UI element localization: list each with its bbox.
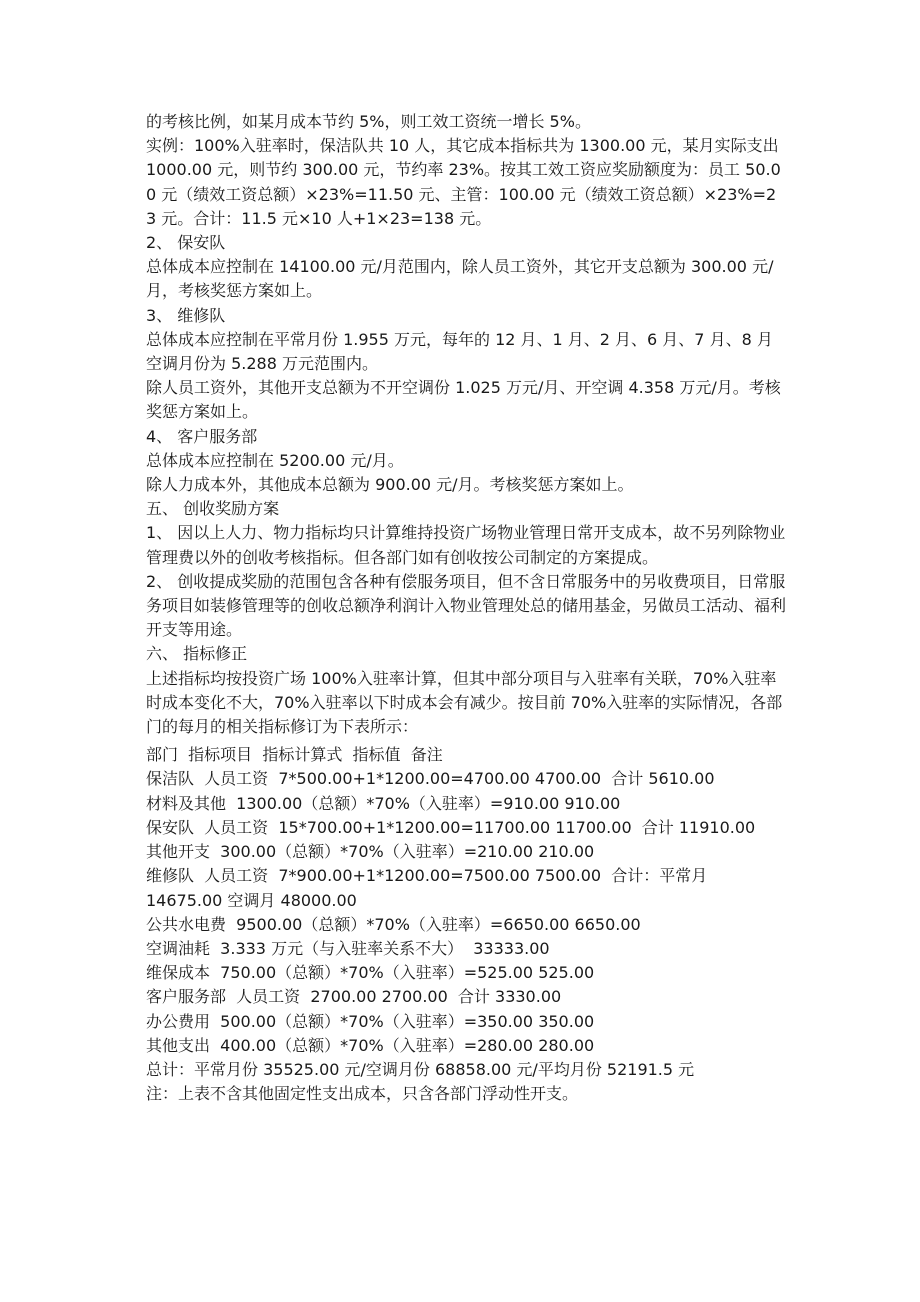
paragraph-correction: 上述指标均按投资广场 100%入驻率计算，但其中部分项目与入驻率有关联，70%入驻率时成本变化不大，70%入驻率以下时成本会有减少。按目前 70%入驻率的实际情况，各部门的每月的相关指标修订为下表所示： [146, 668, 783, 737]
paragraph-customer-other: 除人力成本外，其他成本总额为 900.00 元/月。考核奖惩方案如上。 [146, 475, 634, 495]
paragraph-revenue-2: 2、 创收提成奖励的范围包含各种有偿服务项目，但不含日常服务中的另收费项目，日常服务项目如装修管理等的创收总额净利润计入物业管理处总的储用基金，另做员工活动、福利开支等用途。 [146, 571, 787, 640]
document-body [146, 110, 786, 1106]
table-row: 14675.00 空调月 48000.00 [146, 890, 357, 910]
table-row: 保洁队 人员工资 7*500.00+1*1200.00=4700.00 4700.00 合计 5610.00 [146, 769, 715, 789]
paragraph-maintenance-cost: 总体成本应控制在平常月份 1.955 万元，每年的 12 月、1 月、2 月、6 月、7 月、8 月空调月份为 5.288 万元范围内。 [146, 329, 773, 374]
table-row: 材料及其他 1300.00（总额）*70%（入驻率）=910.00 910.00 [146, 793, 621, 813]
table-total-row: 总计：平常月份 35525.00 元/空调月份 68858.00 元/平均月份 52191.5 元 [146, 1059, 695, 1079]
index-table [146, 743, 786, 1106]
paragraph-revenue-1: 1、 因以上人力、物力指标均只计算维持投资广场物业管理日常开支成本，故不另列除物业管理费以外的创收考核指标。但各部门如有创收按公司制定的方案提成。 [146, 523, 786, 567]
heading-index-correction: 六、 指标修正 [146, 644, 248, 664]
table-row: 其他开支 300.00（总额）*70%（入驻率）=210.00 210.00 [146, 842, 595, 862]
heading-revenue-bonus: 五、 创收奖励方案 [146, 499, 280, 519]
table-row: 客户服务部 人员工资 2700.00 2700.00 合计 3330.00 [146, 987, 562, 1007]
table-header-row: 部门 指标项目 指标计算式 指标值 备注 [146, 745, 443, 765]
table-note: 注：上表不含其他固定性支出成本，只含各部门浮动性开支。 [146, 1084, 579, 1104]
heading-customer-service: 4、 客户服务部 [146, 426, 258, 446]
table-row: 保安队 人员工资 15*700.00+1*1200.00=11700.00 11700.00 合计 11910.00 [146, 817, 756, 837]
paragraph-customer-cost: 总体成本应控制在 5200.00 元/月。 [146, 450, 404, 470]
heading-maintenance-team: 3、 维修队 [146, 305, 226, 325]
table-row: 其他支出 400.00（总额）*70%（入驻率）=280.00 280.00 [146, 1035, 595, 1055]
heading-security-team: 2、 保安队 [146, 233, 226, 253]
paragraph-example: 实例：100%入驻率时，保洁队共 10 人，其它成本指标共为 1300.00 元，某月实际支出 1000.00 元，则节约 300.00 元，节约率 23%。按其工效工资应奖励额度为：员工 50.00 元（绩效工资总额）×23%=11.50 元、主管：100.00 元（绩效工资总额）×23%=23 元。合计：11.5 元×10 人+1×23=138 元。 [146, 136, 781, 228]
paragraph-security-cost: 总体成本应控制在 14100.00 元/月范围内，除人员工资外，其它开支总额为 300.00 元/月，考核奖惩方案如上。 [146, 257, 774, 301]
paragraph-assessment-ratio: 的考核比例，如某月成本节约 5%，则工效工资统一增长 5%。 [146, 112, 591, 131]
paragraph-maintenance-other: 除人员工资外，其他开支总额为不开空调份 1.025 万元/月、开空调 4.358 万元/月。考核奖惩方案如上。 [146, 378, 781, 422]
table-row: 办公费用 500.00（总额）*70%（入驻率）=350.00 350.00 [146, 1011, 595, 1031]
table-row: 维保成本 750.00（总额）*70%（入驻率）=525.00 525.00 [146, 963, 595, 983]
table-row: 维修队 人员工资 7*900.00+1*1200.00=7500.00 7500.00 合计：平常月 [146, 866, 708, 886]
table-row: 空调油耗 3.333 万元（与入驻率关系不大） 33333.00 [146, 938, 550, 958]
table-row: 公共水电费 9500.00（总额）*70%（入驻率）=6650.00 6650.00 [146, 914, 641, 934]
